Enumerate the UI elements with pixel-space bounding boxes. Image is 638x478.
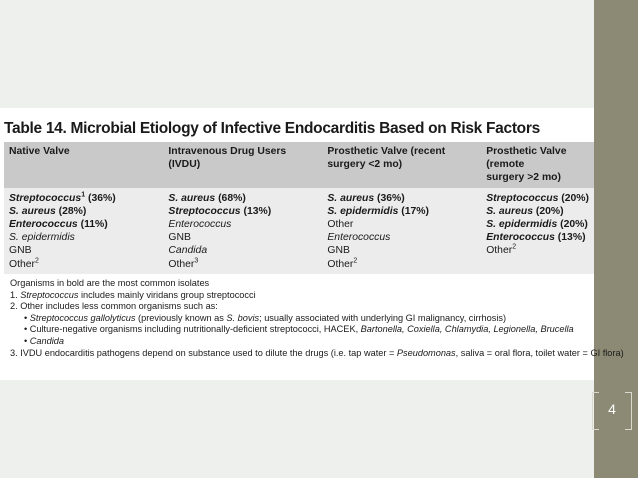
slide-number: 4 <box>608 401 616 417</box>
footnote-line: Organisms in bold are the most common isolates <box>10 278 210 288</box>
table-body-row <box>4 188 594 274</box>
organism-entry: GNB <box>168 232 191 244</box>
header-prosthetic-remote: Prosthetic Valve (remote surgery >2 mo) <box>481 142 594 188</box>
organism-entry: Other <box>327 219 354 231</box>
organism-entry: Other$^2$ <box>327 257 358 270</box>
header-native-valve: Native Valve <box>4 142 163 188</box>
organism-entry: S. epidermidis <box>9 232 75 244</box>
organism-entry: Enterococcus (11%) <box>9 219 108 231</box>
organism-entry: Candida <box>168 245 208 257</box>
organism-entry: Streptococcus$^1$ (36%) <box>9 191 116 204</box>
organism-entry: Enterococcus (13%) <box>486 232 586 244</box>
organism-entry: GNB <box>327 245 350 257</box>
organism-entry: Enterococcus <box>327 232 391 244</box>
organism-entry: Other$^2$ <box>9 257 39 270</box>
header-ivdu: Intravenous Drug Users (IVDU) <box>163 142 322 188</box>
header-prosthetic-recent: Prosthetic Valve (recent surgery <2 mo) <box>322 142 481 188</box>
organism-entry: S. aureus (36%) <box>327 192 405 204</box>
table-header-row <box>4 142 594 188</box>
organism-entry: Enterococcus <box>168 219 232 231</box>
organism-entry: S. aureus (20%) <box>486 205 564 217</box>
cell-prosthetic-recent <box>322 188 481 274</box>
cell-ivdu <box>163 188 322 274</box>
cell-prosthetic-remote <box>481 188 594 274</box>
footnote-line: • Culture-negative organisms including nutritionally-deficient streptococci, HACEK, Bartonella, Coxiella, Chlamydia, Legionella, Brucella <box>24 324 574 335</box>
cell-native-valve <box>4 188 163 274</box>
table-footnotes <box>10 278 624 359</box>
footnote-line: • Streptococcus gallolyticus (previously known as S. bovis; usually associated with underlying GI malignancy, cirrhosis) <box>24 312 507 323</box>
organism-entry: Streptococcus (20%) <box>486 192 589 204</box>
organism-entry: Other$^2$ <box>486 243 517 257</box>
footnote-line: 1. Streptococcus includes mainly viridans group streptococci <box>10 289 256 300</box>
organism-entry: S. epidermidis (17%) <box>327 205 429 217</box>
table-title: Table 14. Microbial Etiology of Infective Endocarditis Based on Risk Factors <box>4 120 540 137</box>
organism-entry: S. aureus (68%) <box>168 192 246 204</box>
etiology-table <box>4 142 594 274</box>
organism-entry: S. epidermidis (20%) <box>486 219 588 231</box>
footnote-line: 3. IVDU endocarditis pathogens depend on substance used to dilute the drugs (i.e. tap water = Pseudomonas, saliva = oral flora, toilet water = GI flora) <box>10 347 624 358</box>
slide-background <box>0 0 638 108</box>
footnote-line: 2. Other includes less common organisms such as: <box>10 301 218 312</box>
organism-entry: S. aureus (28%) <box>9 205 87 217</box>
organism-entry: Streptococcus (13%) <box>168 205 272 217</box>
footnote-line: • Candida <box>24 335 65 346</box>
organism-entry: Other$^3$ <box>168 257 199 270</box>
organism-entry: GNB <box>9 245 32 257</box>
slide-number-box <box>592 392 632 428</box>
